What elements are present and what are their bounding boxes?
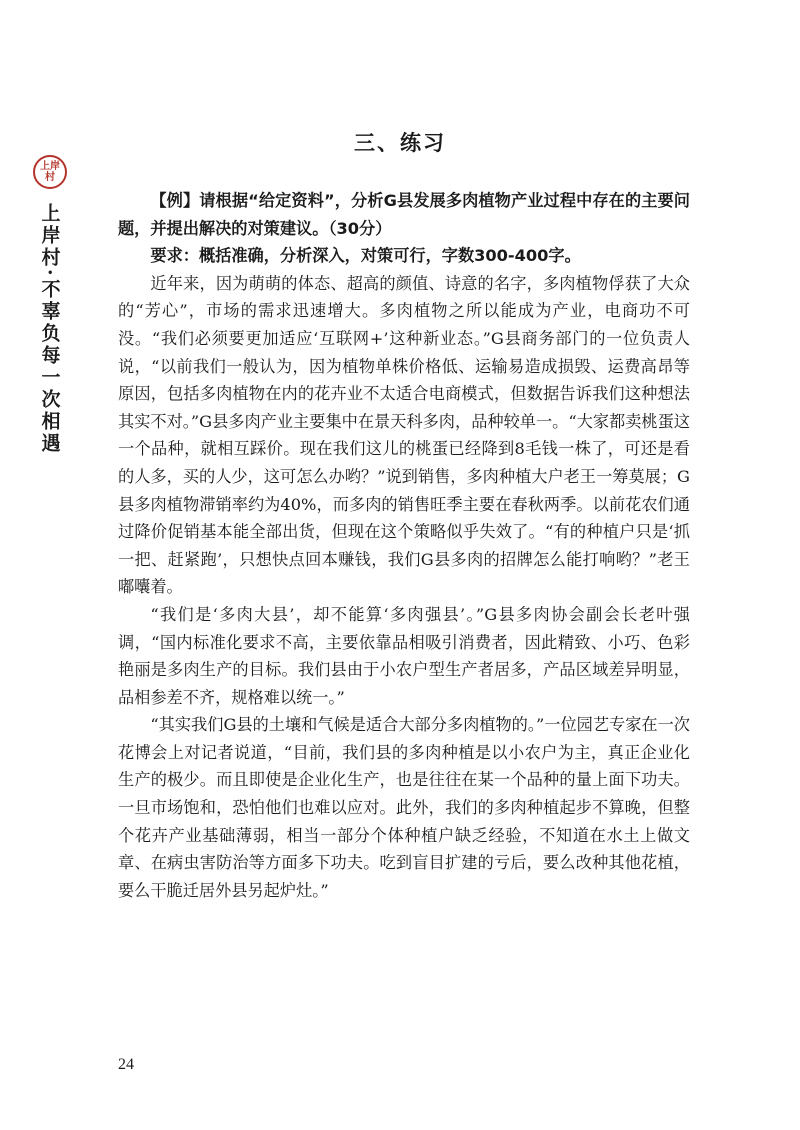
brand-seal-logo: [33, 155, 67, 189]
paragraph-2: “我们是‘多肉大县’，却不能算‘多肉强县’。”G县多肉协会副会长老叶强调，“国内标准化要求不高，主要依靠品相吸引消费者，因此精致、小巧、色彩艳丽是多肉生产的目标。我们县由于小农户型生产者居多，产品区域差异明显，品相参差不齐，规格难以统一。”: [118, 604, 690, 707]
seal-text: 上岸村: [40, 161, 60, 183]
page-title: 三、练习: [354, 131, 446, 155]
example-prompt: 【例】请根据“给定资料”，分析G县发展多肉植物产业过程中存在的主要问题，并提出解决的对策建议。（30分）: [118, 191, 690, 238]
document-body: [118, 187, 690, 904]
page-number: 24: [118, 1056, 134, 1073]
side-slogan: 上岸村·不辜负每一次相遇: [38, 203, 61, 455]
side-brand: [30, 155, 70, 455]
paragraph-1: 近年来，因为萌萌的体态、超高的颜值、诗意的名字，多肉植物俘获了大众的“芳心”，市场的需求迅速增大。多肉植物之所以能成为产业，电商功不可没。“我们必须要更加适应‘互联网+’这种新业态。”G县商务部门的一位负责人说，“以前我们一般认为，因为植物单株价格低、运输易造成损毁、运费高昂等原因，包括多肉植物在内的花卉业不太适合电商模式，但数据告诉我们这种想法其实不对。”G县多肉产业主要集中在景天科多肉，品种较单一。“大家都卖桃蛋这一个品种，就相互踩价。现在我们这儿的桃蛋已经降到8毛钱一株了，可还是看的人多，买的人少，这可怎么办哟？”说到销售，多肉种植大户老王一筹莫展；G县多肉植物滞销率约为40%，而多肉的销售旺季主要在春秋两季。以前花农们通过降价促销基本能全部出货，但现在这个策略似乎失效了。“有的种植户只是‘抓一把、赶紧跑’，只想快点回本赚钱，我们G县多肉的招牌怎么能打响哟？”老王嘟囔着。: [118, 273, 690, 597]
paragraph-3: “其实我们G县的土壤和气候是适合大部分多肉植物的。”一位园艺专家在一次花博会上对记者说道，“目前，我们县的多肉种植是以小农户为主，真正企业化生产的极少。而且即使是企业化生产，也是往往在某一个品种的量上面下功夫。一旦市场饱和，恐怕他们也难以应对。此外，我们的多肉种植起步不算晚，但整个花卉产业基础薄弱，相当一部分个体种植户缺乏经验，不知道在水土上做文章、在病虫害防治等方面多下功夫。吃到盲目扩建的亏后，要么改种其他花植，要么干脆迁居外县另起炉灶。”: [118, 715, 690, 900]
example-requirement: 要求：概括准确，分析深入，对策可行，字数300-400字。: [150, 246, 581, 266]
